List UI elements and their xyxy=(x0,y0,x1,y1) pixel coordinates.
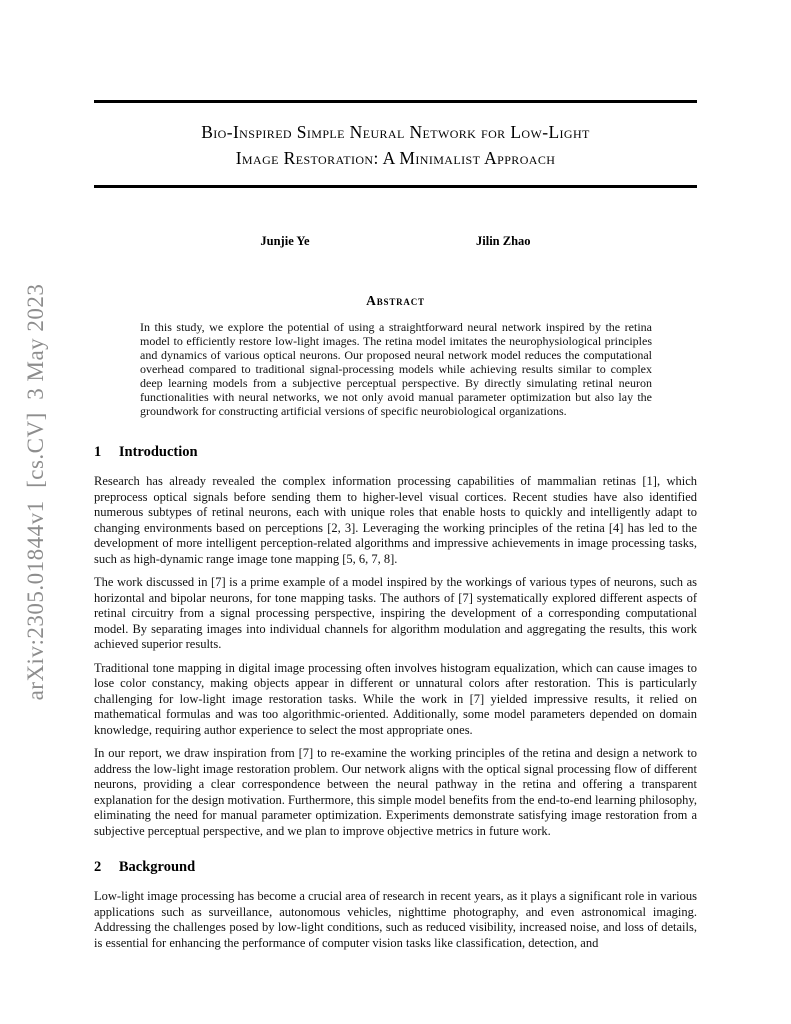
author-name-1: Junjie Ye xyxy=(260,234,310,248)
abstract-text: In this study, we explore the potential of using a straightforward neural network inspired by the retina model to efficiently restore low-light images. The retina model imitates the neurophysiological principles and dynamics of various optical neurons. Our proposed neural network model reduces the computational overhead compared to traditional signal-processing models while achieving results similar to complex deep learning models from a subjective perceptual perspective. By directly simulating retinal neuron functionalities with neural networks, we not only avoid manual parameter optimization but also lay the groundwork for constructing artificial versions of specific neurobiological organizations. xyxy=(140,320,652,418)
paper-title xyxy=(94,119,697,171)
intro-paragraph-1: Research has already revealed the complex information processing capabilities of mammalian retinas [1], which preprocess optical signals before sending them to higher-level visual cortices. Recent studies have also identified numerous subtypes of retinal neurons, each with unique roles that enable hosts to quickly and intelligently adapt to changing environments based on perceptions [2, 3]. Leveraging the working principles of the retina [4] has led to the development of more intelligent perception-related algorithms and impressive achievements in image processing tasks, such as high-dynamic range image tone mapping [5, 6, 7, 8]. xyxy=(94,474,697,566)
title-rule-top xyxy=(94,100,697,103)
section-2-heading xyxy=(94,859,697,876)
section-2-number: 2 xyxy=(94,859,102,875)
author-name-2: Jilin Zhao xyxy=(476,234,531,248)
section-background xyxy=(94,859,697,951)
section-2-title: Background xyxy=(118,859,196,875)
intro-paragraph-2: The work discussed in [7] is a prime example of a model inspired by the workings of various types of neurons, such as horizontal and bipolar neurons, for tone mapping tasks. The authors of [7] systematically explored different aspects of retinal circuitry from a signal processing perspective, inspiring the development of a corresponding computational model. By separating images into individual channels for algorithm modulation and aggregating the results, this work achieved superior results. xyxy=(94,575,697,651)
paper-title-line-1: Bio-Inspired Simple Neural Network for Low-Light xyxy=(201,122,590,142)
title-rule-bottom xyxy=(94,185,697,188)
intro-paragraph-4: In our report, we draw inspiration from [7] to re-examine the working principles of the retina and design a network to address the low-light image restoration problem. Our network aligns with the optical signal processing flow of different neurons, providing a clear correspondence between the neural pathway in the retina and offering a transparent explanation for the design motivation. Furthermore, this simple model benefits from the end-to-end learning philosophy, eliminating the need for manual parameter optimization. Experiments demonstrate satisfying image restoration from a subjective perceptual perspective, and we plan to improve objective metrics in future work. xyxy=(94,746,697,838)
intro-paragraph-3: Traditional tone mapping in digital image processing often involves histogram equalization, which can cause images to lose color constancy, making objects appear in different or unnatural colors after restoration. This is particularly challenging for low-light image restoration tasks. While the work in [7] yielded impressive results, it relied on mathematical formulas and was too algorithmic-oriented. Additionally, some model parameters depended on domain knowledge, requiring author experience to select the most appropriate ones. xyxy=(94,660,697,737)
section-1-title: Introduction xyxy=(118,444,198,460)
section-1-heading xyxy=(94,444,697,461)
abstract-section xyxy=(94,293,697,418)
author-block xyxy=(94,234,697,249)
arxiv-watermark: arXiv:2305.01844v1 [cs.CV] 3 May 2023 xyxy=(23,283,48,701)
section-1-number: 1 xyxy=(94,444,102,460)
paper-content xyxy=(94,0,697,959)
abstract-heading: Abstract xyxy=(366,293,425,308)
paper-title-line-2: Image Restoration: A Minimalist Approach xyxy=(235,148,556,168)
background-paragraph-1: Low-light image processing has become a crucial area of research in recent years, as it plays a significant role in various applications such as surveillance, autonomous vehicles, nighttime photography, and even astronomical imaging. Addressing the challenges posed by low-light conditions, such as reduced visibility, increased noise, and loss of details, is essential for enhancing the performance of computer vision tasks like classification, detection, and xyxy=(94,889,697,950)
section-introduction xyxy=(94,444,697,839)
